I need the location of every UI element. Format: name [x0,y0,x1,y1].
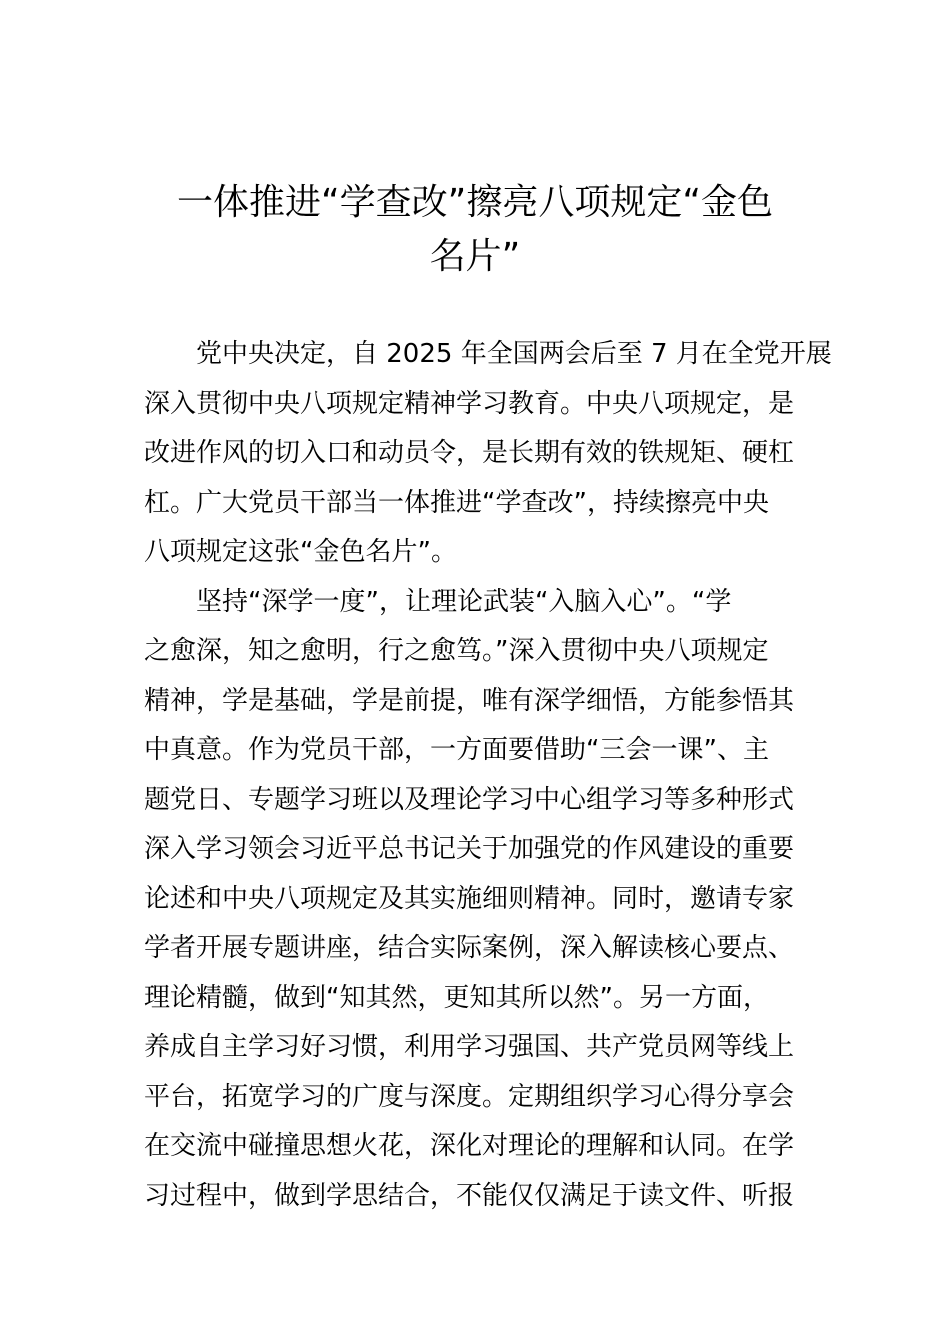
paragraph-2 [144,578,810,1222]
paragraph-line: 改进作风的切入口和动员令，是长期有效的铁规矩、硬杠 [144,438,795,468]
paragraph-line: 坚持“深学一度”，让理论武装“入脑入心”。“学 [196,586,732,617]
paragraph-line: 之愈深，知之愈明，行之愈笃。”深入贯彻中央八项规定 [144,636,769,666]
paragraph-line: 杠。广大党员干部当一体推进“学查改”，持续擦亮中央 [144,487,769,518]
paragraph-line: 理论精髓，做到“知其然，更知其所以然”。另一方面， [144,982,769,1013]
paragraph-line: 党中央决定，自 2025 年全国两会后至 7 月在全党开展 [196,339,832,369]
paragraph-line: 深入学习领会习近平总书记关于加强党的作风建设的重要 [144,834,795,864]
paragraph-line: 八项规定这张“金色名片”。 [144,537,457,567]
paragraph-line: 平台，拓宽学习的广度与深度。定期组织学习心得分享会 [144,1081,795,1112]
document-title [140,176,810,284]
paragraph-line: 在交流中碰撞思想火花，深化对理论的理解和认同。在学 [144,1131,795,1161]
paragraph-line: 习过程中，做到学思结合，不能仅仅满足于读文件、听报 [144,1180,795,1211]
paragraph-line: 题党日、专题学习班以及理论学习中心组学习等多种形式 [144,784,795,815]
paragraph-1 [144,330,832,578]
paragraph-line: 中真意。作为党员干部，一方面要借助“三会一课”、主 [144,735,769,765]
paragraph-line: 精神，学是基础，学是前提，唯有深学细悟，方能参悟其 [144,685,795,716]
document-body [144,330,832,1221]
paragraph-line: 养成自主学习好习惯，利用学习强国、共产党员网等线上 [144,1032,795,1062]
title-line: 名片” [429,236,521,277]
paragraph-line: 论述和中央八项规定及其实施细则精神。同时，邀请专家 [144,883,795,914]
paragraph-line: 深入贯彻中央八项规定精神学习教育。中央八项规定，是 [144,388,795,419]
title-line: 一体推进“学查改”擦亮八项规定“金色 [177,182,773,223]
paragraph-line: 学者开展专题讲座，结合实际案例，深入解读核心要点、 [144,933,795,963]
